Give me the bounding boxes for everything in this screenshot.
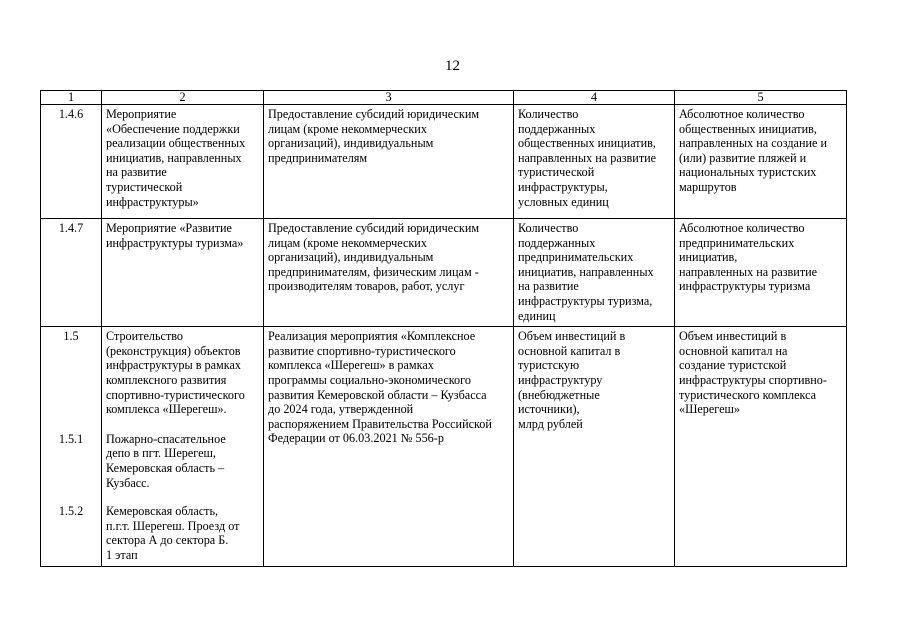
text-line: общественных инициатив, (679, 121, 817, 136)
text-line: программы социально-экономического (268, 372, 471, 387)
text-line: туристического комплекса (679, 387, 817, 402)
text-line: спортивно-туристического (106, 387, 245, 402)
indicator-cell (514, 105, 675, 219)
method-cell (675, 327, 847, 567)
text-line: п.г.т. Шерегеш. Проезд от (106, 518, 240, 533)
text-line: комплекса «Шерегеш». (106, 402, 227, 417)
text-line: национальных туристских (679, 165, 817, 180)
spacer (45, 344, 97, 432)
text-line: на развитие (106, 165, 167, 180)
text-line: направленных на создание и (679, 136, 827, 151)
text-line: Абсолютное количество (679, 221, 805, 235)
row-number: 1.4.7 (41, 219, 102, 327)
measures-table (40, 90, 847, 567)
text-line: маршрутов (679, 179, 737, 194)
method-cell (675, 219, 847, 327)
text-line: Мероприятие (106, 107, 177, 121)
text-line: туристической (518, 165, 595, 180)
text-line: инфраструктуру (518, 372, 603, 387)
text-line: инициатив, направленных (106, 150, 242, 165)
text-line: единиц (518, 308, 556, 323)
text-line: основной капитал на (679, 343, 788, 358)
text-line: производителям товаров, работ, услуг (268, 279, 465, 294)
text-line: предпринимателям (268, 150, 368, 165)
header-row (41, 91, 847, 105)
table-row (41, 327, 847, 567)
page-number: 12 (445, 58, 460, 74)
spacer (106, 417, 259, 432)
text-line: Кемеровская область – (106, 460, 225, 475)
text-line: развития Кемеровской области – Кузбасса (268, 387, 487, 402)
text-line: распоряжением Правительства Российской (268, 416, 492, 431)
text-line: сектора А до сектора Б. (106, 533, 229, 548)
text-line: поддержанных (518, 121, 596, 136)
text-line: Пожарно-спасательное (106, 431, 226, 446)
text-line: Кемеровская область, (106, 504, 219, 519)
header-cell-5: 5 (675, 91, 847, 105)
text-line: основной капитал в (518, 343, 621, 358)
text-line: направленных на развитие (518, 150, 657, 165)
text-line: условных единиц (518, 194, 609, 209)
mechanism-cell (264, 105, 514, 219)
text-line: реализации общественных (106, 136, 246, 151)
text-line: инфраструктуры, (518, 179, 608, 194)
text-line: инициатив, направленных (518, 264, 654, 279)
header-cell-2: 2 (102, 91, 264, 105)
mechanism-cell (264, 327, 514, 567)
spacer (106, 490, 259, 504)
text-line: Мероприятие «Развитие (106, 221, 232, 235)
text-line: 1 этап (106, 547, 138, 562)
text-line: инициатив, (679, 250, 738, 265)
row-number: 1.5 (63, 329, 79, 344)
text-line: Количество (518, 221, 579, 235)
method-cell (675, 105, 847, 219)
text-line: создание туристской (679, 358, 787, 373)
text-line: Абсолютное количество (679, 107, 805, 121)
text-line: (реконструкция) объектов (106, 343, 241, 358)
text-line: предпринимательских (518, 250, 634, 265)
text-line: организаций), индивидуальным (268, 136, 434, 151)
text-line: млрд рублей (518, 416, 583, 431)
text-line: Количество (518, 107, 579, 121)
indicator-cell (514, 327, 675, 567)
text-line: Федерации от 06.03.2021 № 556-р (268, 431, 444, 446)
measure-name-cell (102, 327, 264, 567)
header-cell-3: 3 (264, 91, 514, 105)
text-line: Объем инвестиций в (679, 329, 787, 344)
text-line: «Обеспечение поддержки (106, 121, 240, 136)
text-line: (или) развитие пляжей и (679, 150, 807, 165)
text-line: Реализация мероприятия «Комплексное (268, 329, 476, 344)
text-line: инфраструктуры туризма (679, 279, 811, 294)
text-line: поддержанных (518, 235, 596, 250)
text-line: депо в пгт. Шерегеш, (106, 446, 216, 461)
text-line: Предоставление субсидий юридическим (268, 221, 480, 235)
text-line: инфраструктуры спортивно- (679, 372, 827, 387)
text-line: Кузбасс. (106, 475, 150, 490)
text-line: туристической (106, 179, 183, 194)
header-cell-4: 4 (514, 91, 675, 105)
measure-name-cell (102, 105, 264, 219)
text-line: комплексного развития (106, 372, 227, 387)
text-line: общественных инициатив, (518, 136, 656, 151)
table-row (41, 105, 847, 219)
text-line: направленных на развитие (679, 264, 818, 279)
text-line: на развитие (518, 279, 579, 294)
measure-name-cell (102, 219, 264, 327)
text-line: (внебюджетные (518, 387, 600, 402)
text-line: комплекса «Шерегеш» в рамках (268, 358, 434, 373)
indicator-cell (514, 219, 675, 327)
text-line: организаций), индивидуальным (268, 250, 434, 265)
sub-row-number: 1.5.2 (58, 504, 84, 519)
text-line: лицам (кроме некоммерческих (268, 235, 427, 250)
text-line: предпринимателям, физическим лицам - (268, 264, 479, 279)
table-row (41, 219, 847, 327)
text-line: лицам (кроме некоммерческих (268, 121, 427, 136)
row-number-cell (41, 327, 102, 567)
text-line: «Шерегеш» (679, 402, 741, 417)
sub-row-number: 1.5.1 (58, 431, 84, 446)
row-number: 1.4.6 (41, 105, 102, 219)
text-line: инфраструктуры туризма» (106, 235, 244, 250)
text-line: Объем инвестиций в (518, 329, 626, 344)
text-line: туристскую (518, 358, 580, 373)
text-line: источники), (518, 402, 580, 417)
text-line: инфраструктуры» (106, 194, 199, 209)
spacer (45, 446, 97, 504)
text-line: инфраструктуры туризма, (518, 293, 653, 308)
mechanism-cell (264, 219, 514, 327)
text-line: Предоставление субсидий юридическим (268, 107, 480, 121)
text-line: инфраструктуры в рамках (106, 358, 241, 373)
text-line: предпринимательских (679, 235, 795, 250)
text-line: Строительство (106, 329, 184, 344)
text-line: до 2024 года, утвержденной (268, 402, 414, 417)
header-cell-1: 1 (41, 91, 102, 105)
text-line: развитие спортивно-туристического (268, 343, 456, 358)
